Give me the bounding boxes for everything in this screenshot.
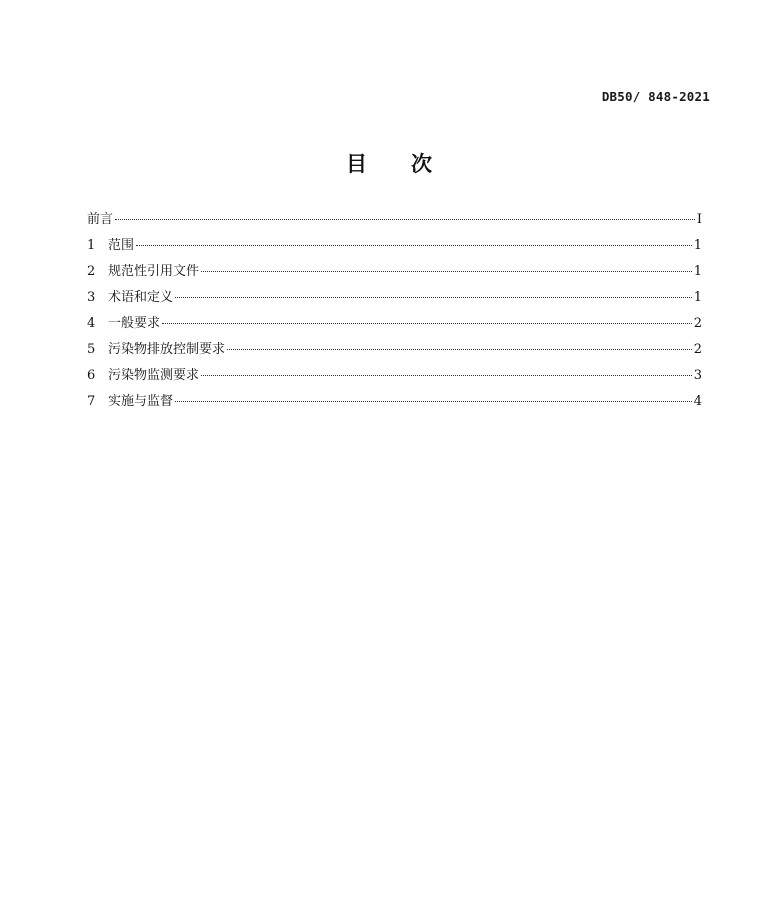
toc-entry-label: 污染物排放控制要求 bbox=[108, 342, 226, 357]
table-of-contents bbox=[87, 211, 702, 419]
toc-entry-implementation[interactable] bbox=[87, 393, 702, 419]
toc-entry-label: 实施与监督 bbox=[108, 394, 174, 409]
toc-entry-normative-references[interactable] bbox=[87, 263, 702, 289]
toc-title-char-2: 次 bbox=[411, 152, 432, 176]
toc-leader-dots bbox=[201, 271, 692, 272]
toc-leader-dots bbox=[227, 349, 692, 350]
toc-entry-label: 范围 bbox=[108, 238, 135, 253]
document-code: DB50/ 848-2021 bbox=[601, 89, 710, 104]
toc-entry-number: 6 bbox=[87, 368, 96, 383]
toc-entry-number: 3 bbox=[87, 290, 96, 305]
toc-leader-dots bbox=[162, 323, 692, 324]
toc-entry-foreword[interactable] bbox=[87, 211, 702, 237]
toc-entry-page: 4 bbox=[693, 394, 702, 409]
toc-entry-general-requirements[interactable] bbox=[87, 315, 702, 341]
toc-entry-label: 术语和定义 bbox=[108, 290, 174, 305]
toc-entry-label: 污染物监测要求 bbox=[108, 368, 200, 383]
toc-leader-dots bbox=[175, 297, 692, 298]
toc-entry-page: 1 bbox=[693, 238, 702, 253]
toc-leader-dots bbox=[136, 245, 692, 246]
toc-leader-dots bbox=[201, 375, 692, 376]
toc-entry-scope[interactable] bbox=[87, 237, 702, 263]
toc-entry-number: 5 bbox=[87, 342, 96, 357]
toc-leader-dots bbox=[175, 401, 692, 402]
toc-entry-page: 1 bbox=[693, 264, 702, 279]
toc-leader-dots bbox=[115, 219, 695, 220]
toc-entry-page: 2 bbox=[693, 316, 702, 331]
toc-entry-emission-control[interactable] bbox=[87, 341, 702, 367]
toc-entry-label: 规范性引用文件 bbox=[108, 264, 200, 279]
toc-entry-number: 4 bbox=[87, 316, 96, 331]
toc-entry-terms-definitions[interactable] bbox=[87, 289, 702, 315]
toc-entry-page: 3 bbox=[693, 368, 702, 383]
toc-entry-page: 1 bbox=[693, 290, 702, 305]
toc-entry-number: 7 bbox=[87, 394, 96, 409]
toc-entry-label: 前言 bbox=[87, 212, 114, 227]
toc-entry-page: I bbox=[696, 212, 702, 227]
toc-entry-label: 一般要求 bbox=[108, 316, 161, 331]
toc-entry-monitoring[interactable] bbox=[87, 367, 702, 393]
toc-title bbox=[0, 148, 778, 178]
toc-title-char-1: 目 bbox=[346, 152, 367, 176]
toc-entry-number: 2 bbox=[87, 264, 96, 279]
toc-entry-page: 2 bbox=[693, 342, 702, 357]
toc-entry-number: 1 bbox=[87, 238, 96, 253]
